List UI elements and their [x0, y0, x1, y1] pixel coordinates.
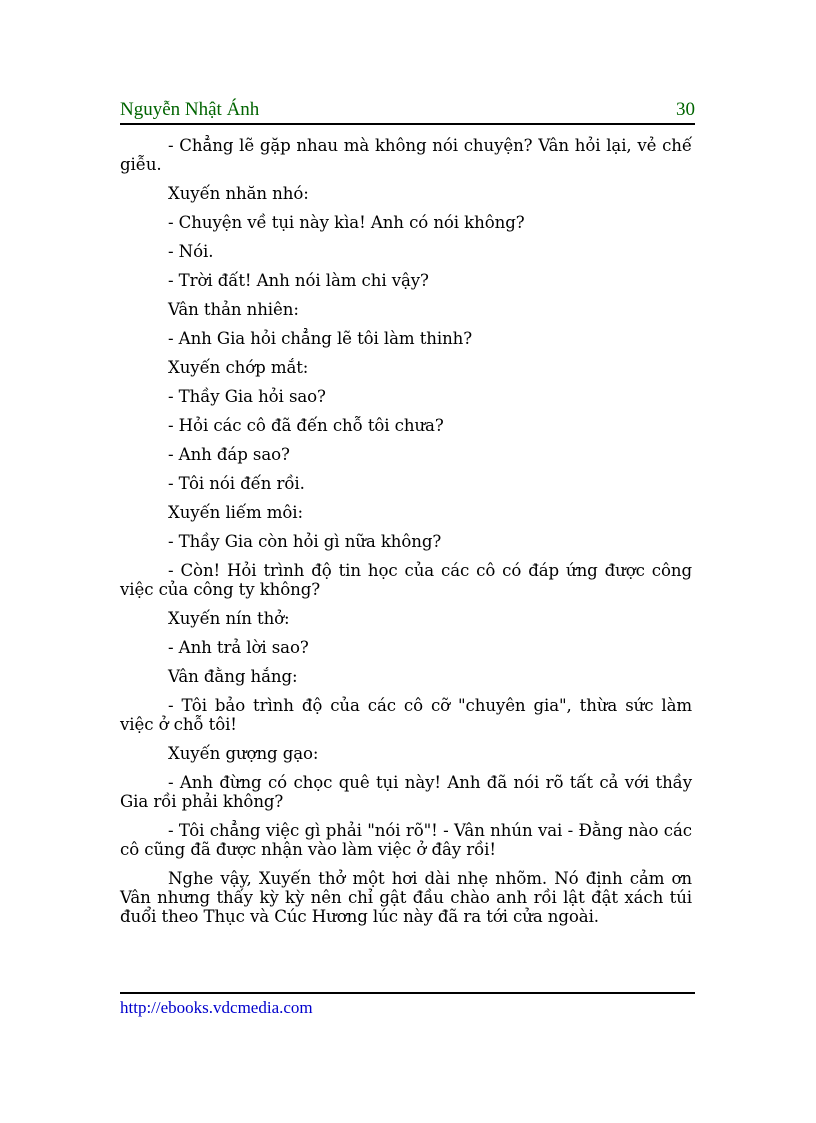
paragraph: - Còn! Hỏi trình độ tin học của các cô có đáp ứng được công việc của công ty không?	[120, 561, 692, 599]
paragraph: - Hỏi các cô đã đến chỗ tôi chưa?	[168, 416, 444, 435]
paragraph: Xuyến nín thở:	[168, 609, 290, 628]
paragraph: Xuyến liếm môi:	[168, 503, 304, 522]
page-number: 30	[676, 99, 695, 120]
paragraph: - Chuyện về tụi này kìa! Anh có nói không?	[168, 213, 525, 232]
paragraph: Nghe vậy, Xuyến thở một hơi dài nhẹ nhõm. Nó định cảm ơn Vân nhưng thấy kỳ kỳ nên chỉ gật đầu chào anh rồi lật đật xách túi đuổi theo Thục và Cúc Hương lúc này đã ra tới cửa ngoài.	[120, 869, 692, 926]
paragraph: - Chẳng lẽ gặp nhau mà không nói chuyện? Vân hỏi lại, vẻ chế giễu.	[120, 136, 692, 174]
paragraph: - Anh đừng có chọc quê tụi này! Anh đã nói rõ tất cả với thầy Gia rồi phải không?	[120, 773, 692, 811]
paragraph: - Anh Gia hỏi chẳng lẽ tôi làm thinh?	[168, 329, 473, 348]
paragraph: Vân thản nhiên:	[168, 300, 299, 319]
paragraph: Xuyến chớp mắt:	[168, 358, 309, 377]
paragraph: - Tôi bảo trình độ của các cô cỡ "chuyên gia", thừa sức làm việc ở chỗ tôi!	[120, 696, 692, 734]
page-footer	[120, 992, 695, 1017]
page-body	[120, 136, 692, 936]
book-author: Nguyễn Nhật Ánh	[120, 99, 260, 120]
paragraph: Xuyến nhăn nhó:	[168, 184, 309, 203]
paragraph: - Anh đáp sao?	[168, 445, 290, 464]
paragraph: - Trời đất! Anh nói làm chi vậy?	[168, 271, 429, 290]
paragraph: - Anh trả lời sao?	[168, 638, 309, 657]
paragraph: - Thầy Gia hỏi sao?	[168, 387, 326, 406]
page-header	[120, 99, 695, 125]
paragraph: Xuyến gượng gạo:	[168, 744, 319, 763]
paragraph: - Tôi nói đến rồi.	[168, 474, 305, 493]
paragraph: Vân đằng hắng:	[168, 667, 298, 686]
paragraph: - Tôi chẳng việc gì phải "nói rõ"! - Vân nhún vai - Đằng nào các cô cũng đã được nhận vào làm việc ở đây rồi!	[120, 821, 692, 859]
paragraph: - Nói.	[168, 242, 214, 261]
footer-link[interactable]: http://ebooks.vdcmedia.com	[120, 998, 313, 1017]
paragraph: - Thầy Gia còn hỏi gì nữa không?	[168, 532, 442, 551]
